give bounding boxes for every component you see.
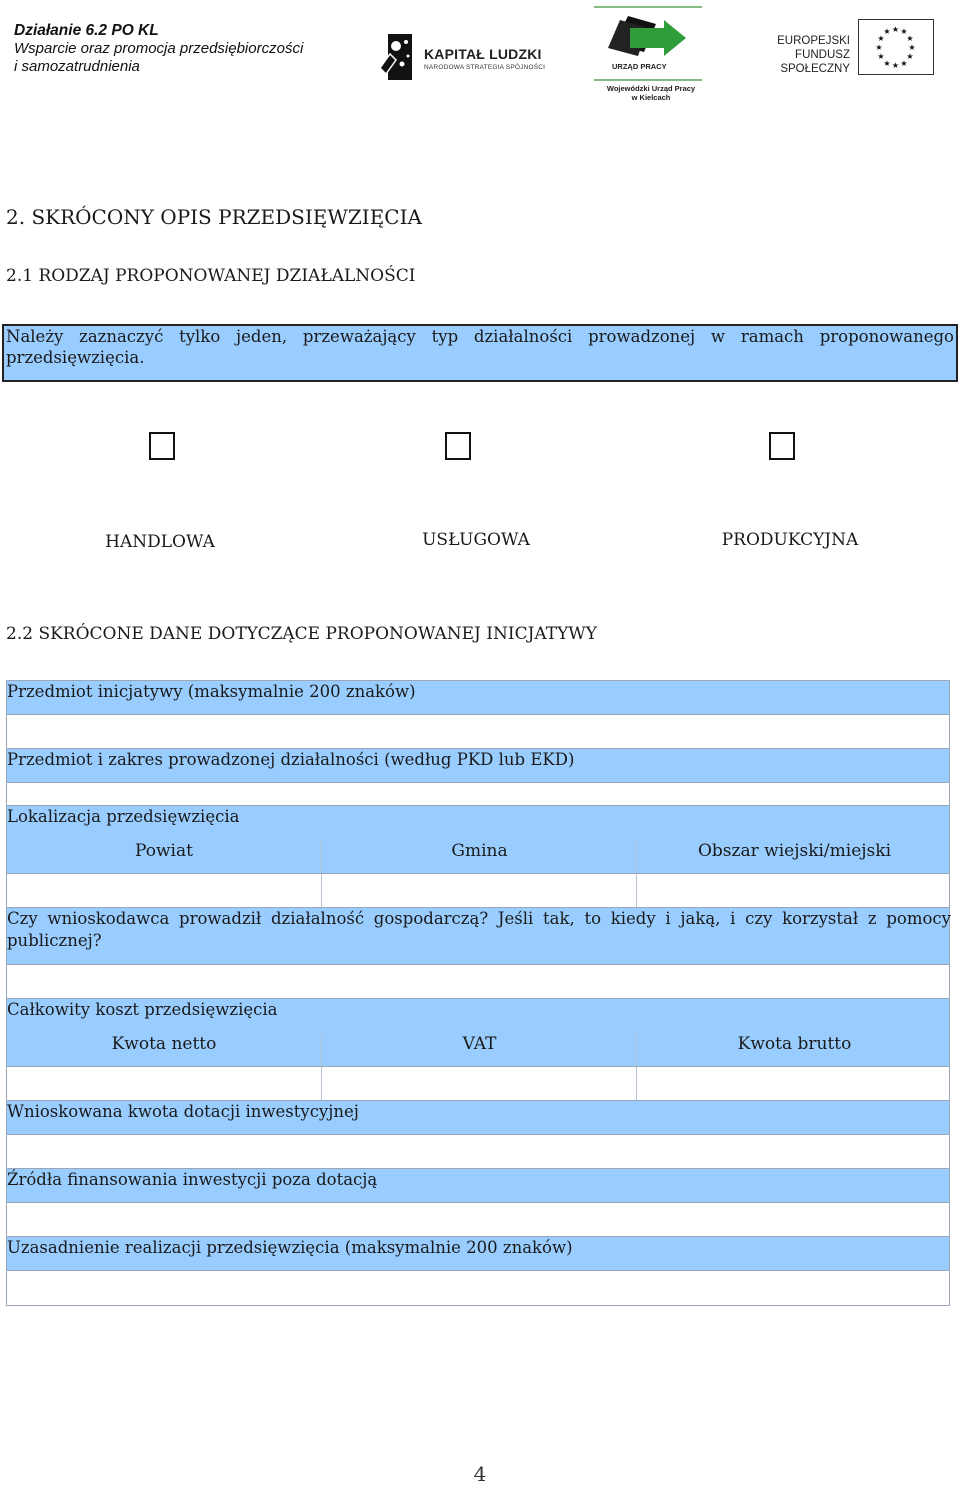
powiat-input[interactable] bbox=[7, 874, 321, 907]
urzad-pracy-label: URZĄD PRACY bbox=[612, 62, 667, 71]
urzad-pracy-logo bbox=[594, 6, 706, 102]
cost-columns bbox=[7, 1033, 949, 1068]
kapital-ludzki-logo bbox=[376, 30, 546, 86]
svg-text:★: ★ bbox=[875, 43, 883, 52]
scope-input[interactable] bbox=[6, 782, 950, 806]
svg-text:★: ★ bbox=[891, 25, 900, 34]
efs-line2: FUNDUSZ SPOŁECZNY bbox=[780, 49, 850, 75]
svg-text:★: ★ bbox=[883, 59, 891, 68]
location-label: Lokalizacja przedsięwzięcia bbox=[7, 807, 240, 826]
total-cost-label: Całkowity koszt przedsięwzięcia bbox=[7, 1000, 278, 1019]
label-uslugowa: USŁUGOWA bbox=[422, 530, 530, 550]
instruction-note: Należy zaznaczyć tylko jeden, przeważający typ działalności prowadzonej w ramach proponowanego przedsięwzięcia. bbox=[2, 324, 958, 382]
subject-label-row bbox=[6, 680, 950, 715]
checkbox-uslugowa[interactable] bbox=[445, 432, 471, 460]
netto-input[interactable] bbox=[7, 1067, 321, 1100]
urzad-pracy-name: Wojewódzki Urząd Pracy bbox=[606, 84, 696, 93]
sources-label: Źródła finansowania inwestycji poza dotacją bbox=[7, 1170, 378, 1189]
cost-col-netto: Kwota netto bbox=[111, 1034, 217, 1054]
program-action: Działanie 6.2 PO KL bbox=[14, 22, 159, 39]
urzad-pracy-subtitle bbox=[596, 84, 706, 102]
sources-input[interactable] bbox=[6, 1202, 950, 1237]
efs-text bbox=[744, 34, 850, 76]
justification-label: Uzasadnienie realizacji przedsięwzięcia (maksymalnie 200 znaków) bbox=[7, 1238, 573, 1257]
svg-text:★: ★ bbox=[883, 27, 891, 36]
urzad-pracy-city: w Kielcach bbox=[631, 93, 671, 102]
header-text bbox=[14, 22, 303, 76]
location-col-gmina: Gmina bbox=[321, 840, 637, 875]
scope-label: Przedmiot i zakres prowadzonej działalności (według PKD lub EKD) bbox=[7, 750, 575, 769]
label-produkcyjna: PRODUKCYJNA bbox=[721, 530, 859, 550]
svg-text:★: ★ bbox=[908, 43, 916, 52]
cost-col-brutto: Kwota brutto bbox=[636, 1033, 952, 1068]
subsection-2-title: 2.2 SKRÓCONE DANE DOTYCZĄCE PROPONOWANEJ INICJATYWY bbox=[6, 624, 597, 644]
prior-activity-label: Czy wnioskodawca prowadził działalność gospodarczą? Jeśli tak, to kiedy i jaką, i czy korzystał z pomocy publicznej? bbox=[7, 909, 951, 950]
location-inputs-row bbox=[6, 873, 950, 908]
justification-input[interactable] bbox=[6, 1270, 950, 1306]
svg-text:★: ★ bbox=[900, 27, 908, 36]
subject-label: Przedmiot inicjatywy (maksymalnie 200 znaków) bbox=[7, 682, 416, 701]
grant-label: Wnioskowana kwota dotacji inwestycyjnej bbox=[7, 1102, 359, 1121]
efs-line1: EUROPEJSKI bbox=[777, 35, 850, 47]
grant-input[interactable] bbox=[6, 1134, 950, 1169]
kapital-ludzki-emblem-icon bbox=[376, 30, 422, 86]
prior-activity-input[interactable] bbox=[6, 964, 950, 999]
sources-label-row bbox=[6, 1168, 950, 1203]
kapital-ludzki-title: KAPITAŁ LUDZKI bbox=[424, 46, 542, 62]
subject-input[interactable] bbox=[6, 714, 950, 749]
total-cost-label-row bbox=[6, 998, 950, 1067]
eu-stars-icon bbox=[859, 20, 932, 73]
eu-flag-icon bbox=[858, 19, 934, 75]
kapital-ludzki-subtitle: NARODOWA STRATEGIA SPÓJNOŚCI bbox=[424, 64, 546, 71]
label-handlowa: HANDLOWA bbox=[105, 532, 215, 552]
svg-text:★: ★ bbox=[877, 34, 885, 43]
vat-input[interactable] bbox=[321, 1067, 636, 1100]
gmina-input[interactable] bbox=[321, 874, 636, 907]
page-number: 4 bbox=[473, 1462, 487, 1486]
svg-text:★: ★ bbox=[900, 59, 908, 68]
prior-activity-label-row bbox=[6, 907, 950, 965]
obszar-input[interactable] bbox=[636, 874, 950, 907]
cost-col-vat: VAT bbox=[321, 1033, 637, 1068]
program-subtitle-1: Wsparcie oraz promocja przedsiębiorczości bbox=[14, 40, 304, 57]
checkbox-handlowa[interactable] bbox=[149, 432, 175, 460]
location-col-powiat: Powiat bbox=[135, 841, 193, 861]
location-label-row bbox=[6, 805, 950, 874]
brutto-input[interactable] bbox=[636, 1067, 950, 1100]
svg-text:★: ★ bbox=[906, 52, 914, 61]
location-col-obszar: Obszar wiejski/miejski bbox=[636, 840, 952, 875]
svg-text:★: ★ bbox=[906, 34, 914, 43]
svg-text:★: ★ bbox=[891, 61, 900, 70]
subsection-1-title: 2.1 RODZAJ PROPONOWANEJ DZIAŁALNOŚCI bbox=[6, 266, 416, 286]
justification-label-row bbox=[6, 1236, 950, 1271]
efs-logo bbox=[742, 18, 938, 78]
checkbox-produkcyjna[interactable] bbox=[769, 432, 795, 460]
program-subtitle-2: i samozatrudnienia bbox=[14, 58, 140, 75]
grant-label-row bbox=[6, 1100, 950, 1135]
location-columns bbox=[7, 840, 949, 875]
cost-inputs-row bbox=[6, 1066, 950, 1101]
svg-text:★: ★ bbox=[877, 52, 885, 61]
section-title: 2. SKRÓCONY OPIS PRZEDSIĘWZIĘCIA bbox=[6, 205, 422, 229]
scope-label-row bbox=[6, 748, 950, 783]
